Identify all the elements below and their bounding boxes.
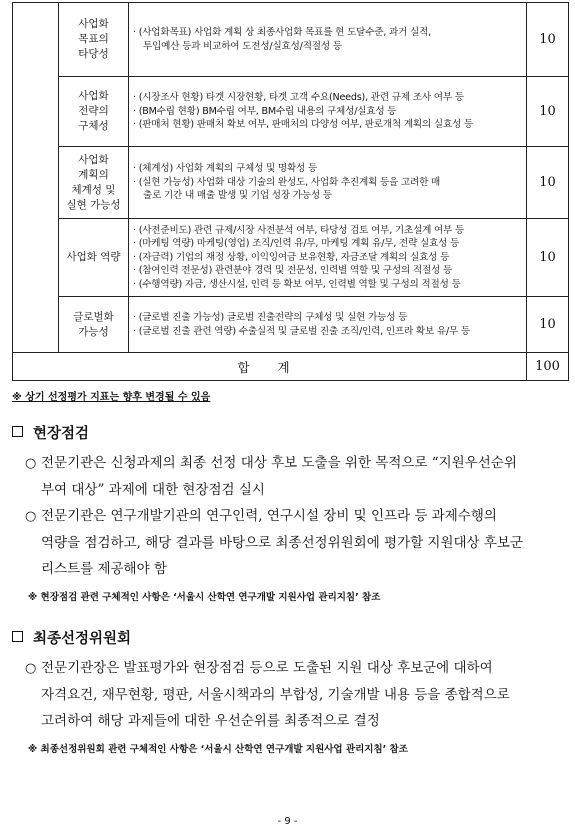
section-note: ※ 현장점검 관련 구체적인 사항은 ‘서울시 산학연 연구개발 지원사업 관리지침’ 참조: [28, 592, 381, 603]
table-row: [13, 147, 569, 219]
score-cell: 10: [527, 297, 569, 353]
score-cell: 10: [527, 77, 569, 147]
total-score: 100: [527, 353, 569, 381]
criterion-cell: 사업화 목표의 타당성: [59, 3, 129, 77]
criterion-cell: 사업화 전략의 구체성: [59, 77, 129, 147]
section-heading-final-committee: 최종선정위원회: [12, 627, 131, 648]
page-number: - 9 -: [277, 816, 298, 827]
paragraph: ○ 전문기관은 연구개발기관의 연구인력, 연구시설 장비 및 인프라 등 과제수행의 역량을 점검하고, 해당 결과를 바탕으로 최종선정위원회에 평가할 지원대상 후보군 리스트를 제공해야 함: [25, 503, 565, 582]
section-note: ※ 최종선정위원회 관련 구체적인 사항은 ‘서울시 산학연 연구개발 지원사업 관리지침’ 참조: [28, 744, 408, 755]
square-bullet-icon: [12, 631, 23, 642]
category-cell: [13, 3, 59, 353]
paragraph: ○ 전문기관은 신청과제의 최종 선정 대상 후보 도출을 위한 목적으로 “지원우선순위 부여 대상” 과제에 대한 현장점검 실시: [25, 450, 565, 503]
score-cell: 10: [527, 147, 569, 219]
square-bullet-icon: [12, 426, 23, 437]
circle-bullet-icon: ○: [25, 509, 37, 524]
score-cell: 10: [527, 219, 569, 297]
section-heading-field-inspection: 현장점검: [12, 422, 89, 443]
criterion-cell: 사업화 계획의 체계성 및 실현 가능성: [59, 147, 129, 219]
evaluation-table: [12, 2, 569, 381]
criterion-description: · (체계성) 사업화 계획의 구체성 및 명확성 등 · (실현 가능성) 사업화 대상 기술의 완성도, 사업화 추진계획 등을 고려한 매 출로 기간 내 매출 발생 및 기업 성장 가능성 등: [129, 147, 527, 219]
table-note: ※ 상기 선정평가 지표는 향후 변경될 수 있음: [12, 392, 211, 403]
table-row: [13, 219, 569, 297]
table-row: [13, 77, 569, 147]
table-row: [13, 297, 569, 353]
criterion-cell: 글로벌화 가능성: [59, 297, 129, 353]
criterion-description: · (사업화목표) 사업화 계획 상 최종사업화 목표를 현 도달수준, 과거 실적, 투입예산 등과 비교하여 도전성/실효성/적절성 등: [129, 3, 527, 77]
criterion-cell: 사업화 역량: [59, 219, 129, 297]
table-row: [13, 3, 569, 77]
circle-bullet-icon: ○: [25, 661, 37, 676]
total-row: [13, 353, 569, 381]
circle-bullet-icon: ○: [25, 456, 37, 471]
score-cell: 10: [527, 3, 569, 77]
total-label: 합 계: [13, 353, 527, 381]
criterion-description: · (글로벌 진출 가능성) 글로벌 진출전략의 구체성 및 실현 가능성 등 · (글로벌 진출 관련 역량) 수출실적 및 글로벌 진출 조직/인력, 인프라 확보 유/무 등: [129, 297, 527, 353]
paragraph: ○ 전문기관장은 발표평가와 현장점검 등으로 도출된 지원 대상 후보군에 대하여 자격요건, 재무현황, 평판, 서울시책과의 부합성, 기술개발 내용 등을 종합적으로 고려하여 해당 과제들에 대한 우선순위를 최종적으로 결정: [25, 655, 565, 734]
criterion-description: · (시장조사 현황) 타겟 시장현황, 타겟 고객 수요(Needs), 관련 규제 조사 여부 등 · (BM수립 현황) BM수립 여부, BM수립 내용의 구체성/실효성 등 · (판매처 현황) 판매처 확보 여부, 판매처의 다양성 여부, 판로개척 계획의 실효성 등: [129, 77, 527, 147]
criterion-description: · (사전준비도) 관련 규제/시장 사전분석 여부, 타당성 검토 여부, 기초설계 여부 등 · (마케팅 역량) 마케팅(영업) 조직/인력 유/무, 마케팅 계획 유/무, 전략 실효성 등 · (자금력) 기업의 재정 상황, 이익잉여금 보유현황, 자금조달 계획의 실효성 등 · (참여인력 전문성) 관련분야 경력 및 전문성, 인력별 역할 및 구성의 적절성 등 · (수행역량) 자금, 생산시설, 인력 등 확보 여부, 인력별 역할 및 구성의 적절성 등: [129, 219, 527, 297]
